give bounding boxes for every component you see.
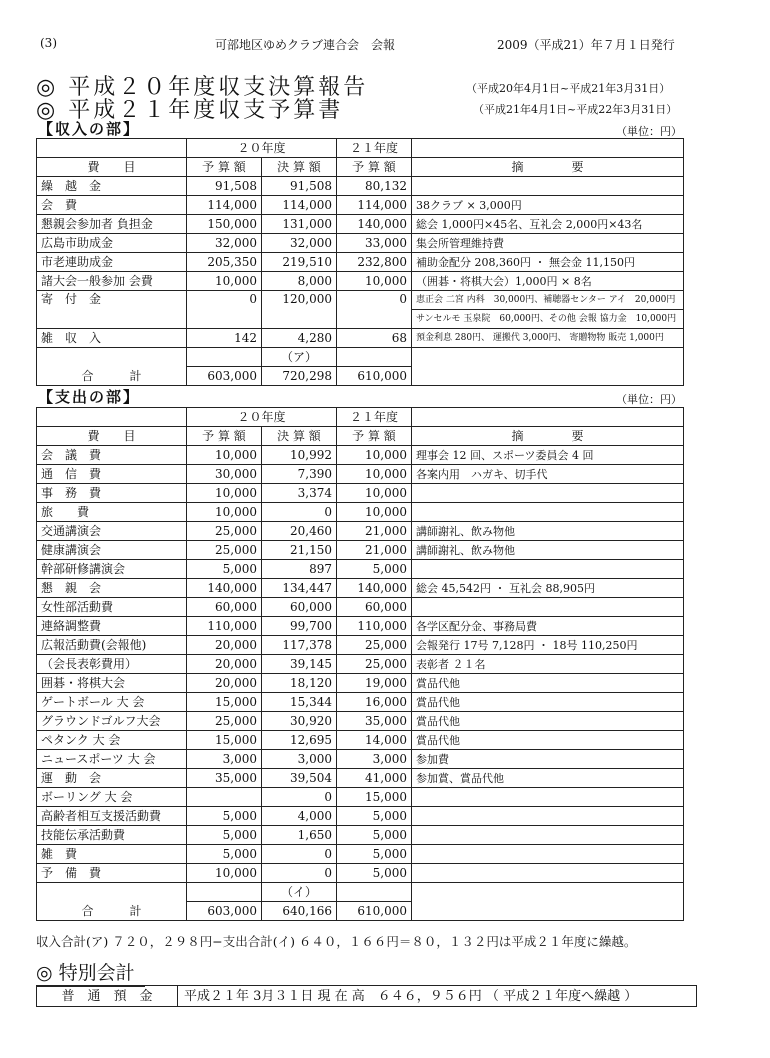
note-cell: 恵正会 二宮 内科 30,000円、補聴器センター アイ 20,000円 — [412, 291, 684, 310]
budget20-cell: 110,000 — [187, 617, 262, 636]
income-item-header: 費 目 — [37, 158, 187, 177]
expense-year20-header: ２０年度 — [187, 408, 337, 427]
note-cell: 参加賞、賞品代他 — [412, 769, 684, 788]
actual20-cell: 10,992 — [262, 446, 337, 465]
income-actual-header: 決 算 額 — [262, 158, 337, 177]
budget20-cell: 35,000 — [187, 769, 262, 788]
budget21-cell: 5,000 — [337, 560, 412, 579]
budget20-cell: 10,000 — [187, 484, 262, 503]
note-cell: 賞品代他 — [412, 712, 684, 731]
budget20-cell — [187, 883, 262, 902]
budget20-cell: 5,000 — [187, 826, 262, 845]
item-cell: 交通講演会 — [37, 522, 187, 541]
item-cell: 高齢者相互支援活動費 — [37, 807, 187, 826]
donation-row — [37, 291, 684, 310]
organization-name: 可部地区ゆめクラブ連合会 会報 — [215, 38, 396, 52]
budget21-cell — [337, 883, 412, 902]
expense-year21-header: ２１年度 — [337, 408, 412, 427]
table-row — [37, 503, 684, 522]
table-row — [37, 655, 684, 674]
budget21-cell: 41,000 — [337, 769, 412, 788]
income-total-mark-row — [37, 348, 684, 367]
note-cell: 総会 45,542円 ・ 互礼会 88,905円 — [412, 579, 684, 598]
budget21-cell: 3,000 — [337, 750, 412, 769]
savings-balance: 平成２１年 3月３１日 現 在 高 ６４６，９５６円 （ 平成２１年度へ繰越 ） — [178, 986, 697, 1007]
expense-header-row-2 — [37, 427, 684, 446]
note-cell: 補助金配分 208,360円 ・ 無会金 11,150円 — [412, 253, 684, 272]
budget21-cell: 21,000 — [337, 541, 412, 560]
misc-income-row — [37, 329, 684, 348]
budget20-cell: 114,000 — [187, 196, 262, 215]
note-cell: 各案内用 ハガキ、切手代 — [412, 465, 684, 484]
budget20-cell: 142 — [187, 329, 262, 348]
special-account-row — [37, 986, 697, 1007]
actual20-cell: 32,000 — [262, 234, 337, 253]
budget21-cell: 140,000 — [337, 215, 412, 234]
expense-item-header: 費 目 — [37, 427, 187, 446]
budget20-cell: 30,000 — [187, 465, 262, 484]
item-cell: 会 費 — [37, 196, 187, 215]
income-budget21-header: 予 算 額 — [337, 158, 412, 177]
item-cell: 懇 親 会 — [37, 579, 187, 598]
note-cell: 38クラブ × 3,000円 — [412, 196, 684, 215]
table-row — [37, 826, 684, 845]
budget20-cell: 32,000 — [187, 234, 262, 253]
actual20-cell: 0 — [262, 503, 337, 522]
actual20-cell: 20,460 — [262, 522, 337, 541]
note-cell — [412, 788, 684, 807]
table-row — [37, 674, 684, 693]
actual20-cell: 12,695 — [262, 731, 337, 750]
actual20-cell: 4,000 — [262, 807, 337, 826]
budget20-cell — [187, 348, 262, 367]
item-cell: ニュースポーツ 大 会 — [37, 750, 187, 769]
budget20-cell: 5,000 — [187, 560, 262, 579]
title-settlement: ◎ 平成２０年度収支決算報告 — [36, 75, 369, 100]
table-row — [37, 788, 684, 807]
budget21-cell: 5,000 — [337, 845, 412, 864]
item-cell: 旅 費 — [37, 503, 187, 522]
savings-label: 普 通 預 金 — [37, 986, 178, 1007]
title-budget: ◎ 平成２１年度収支予算書 — [36, 98, 344, 123]
budget21-cell: 5,000 — [337, 826, 412, 845]
item-cell: ボーリング 大 会 — [37, 788, 187, 807]
item-cell: グラウンドゴルフ大会 — [37, 712, 187, 731]
budget20-cell: 140,000 — [187, 579, 262, 598]
balance-summary: 収入合計(ア) ７２０，２９８円−支出合計(イ) ６４０，１６６円＝８０，１３２円は平成２１年度に繰越。 — [36, 934, 637, 949]
actual20-cell: 0 — [262, 864, 337, 883]
note-cell — [412, 845, 684, 864]
item-cell: 事 務 費 — [37, 484, 187, 503]
special-account-table — [36, 985, 697, 1007]
budget20-cell: 25,000 — [187, 541, 262, 560]
actual20-cell: 18,120 — [262, 674, 337, 693]
note-cell: 賞品代他 — [412, 731, 684, 750]
note-cell — [412, 348, 684, 386]
budget20-cell: 60,000 — [187, 598, 262, 617]
budget20-cell: 5,000 — [187, 807, 262, 826]
actual20-cell: 30,920 — [262, 712, 337, 731]
budget20-cell: 5,000 — [187, 845, 262, 864]
item-cell: 諸大会一般参加 会費 — [37, 272, 187, 291]
table-row — [37, 177, 684, 196]
item-cell: 合 計 — [37, 883, 187, 921]
item-cell: 運 動 会 — [37, 769, 187, 788]
item-cell: ゲートボール 大 会 — [37, 693, 187, 712]
note-cell: 表彰者 ２１名 — [412, 655, 684, 674]
budget21-cell: 25,000 — [337, 655, 412, 674]
table-row — [37, 845, 684, 864]
budget20-cell: 10,000 — [187, 446, 262, 465]
actual20-cell: 0 — [262, 845, 337, 864]
budget21-cell: 114,000 — [337, 196, 412, 215]
budget21-cell: 10,000 — [337, 503, 412, 522]
item-cell: ペタンク 大 会 — [37, 731, 187, 750]
total-mark-a: （ア） — [262, 348, 337, 367]
table-row — [37, 253, 684, 272]
table-row — [37, 541, 684, 560]
table-row — [37, 484, 684, 503]
budget21-cell: 232,800 — [337, 253, 412, 272]
total-budget21: 610,000 — [337, 367, 412, 386]
budget20-cell: 150,000 — [187, 215, 262, 234]
actual20-cell: 3,000 — [262, 750, 337, 769]
table-row — [37, 215, 684, 234]
actual20-cell: 91,508 — [262, 177, 337, 196]
budget21-cell: 10,000 — [337, 272, 412, 291]
budget20-cell: 20,000 — [187, 674, 262, 693]
table-row — [37, 598, 684, 617]
income-section-label: 【収入の部】 — [38, 120, 141, 138]
total-budget20: 603,000 — [187, 367, 262, 386]
note-cell — [412, 177, 684, 196]
actual20-cell: 219,510 — [262, 253, 337, 272]
note-cell — [412, 598, 684, 617]
actual20-cell: 134,447 — [262, 579, 337, 598]
item-cell: 市老連助成金 — [37, 253, 187, 272]
budget21-cell: 68 — [337, 329, 412, 348]
item-cell: 合 計 — [37, 348, 187, 386]
budget21-cell: 35,000 — [337, 712, 412, 731]
actual20-cell: 39,504 — [262, 769, 337, 788]
budget20-cell: 205,350 — [187, 253, 262, 272]
table-row — [37, 807, 684, 826]
note-cell: 賞品代他 — [412, 693, 684, 712]
budget20-cell: 25,000 — [187, 712, 262, 731]
item-cell: 懇親会参加者 負担金 — [37, 215, 187, 234]
income-header-row-1 — [37, 139, 684, 158]
expense-total-mark-row — [37, 883, 684, 902]
budget21-cell: 5,000 — [337, 807, 412, 826]
table-row — [37, 636, 684, 655]
expense-budget-header: 予 算 額 — [187, 427, 262, 446]
item-cell: （会長表彰費用） — [37, 655, 187, 674]
actual20-cell: 120,000 — [262, 291, 337, 329]
item-cell: 健康講演会 — [37, 541, 187, 560]
special-account-title: ◎ 特別会計 — [36, 958, 135, 985]
actual20-cell: 117,378 — [262, 636, 337, 655]
expense-actual-header: 決 算 額 — [262, 427, 337, 446]
note-cell: 会報発行 17号 7,128円 ・ 18号 110,250円 — [412, 636, 684, 655]
note-cell — [412, 826, 684, 845]
table-row — [37, 560, 684, 579]
income-header-row-2 — [37, 158, 684, 177]
budget21-cell — [337, 348, 412, 367]
budget20-cell: 15,000 — [187, 731, 262, 750]
note-cell — [412, 503, 684, 522]
budget21-cell: 10,000 — [337, 465, 412, 484]
budget21-cell: 25,000 — [337, 636, 412, 655]
budget21-cell: 21,000 — [337, 522, 412, 541]
budget20-cell: 10,000 — [187, 503, 262, 522]
note-cell: 預金利息 280円、 運搬代 3,000円、 寄贈物物 販売 1,000円 — [412, 329, 684, 348]
expense-section-label: 【支出の部】 — [38, 388, 141, 406]
period-budget: （平成21年4月1日~平成22年3月31日） — [473, 103, 678, 116]
table-row — [37, 864, 684, 883]
budget20-cell: 3,000 — [187, 750, 262, 769]
expense-unit: （単位：円） — [616, 393, 682, 406]
budget21-cell: 110,000 — [337, 617, 412, 636]
budget20-cell: 10,000 — [187, 864, 262, 883]
expense-header-row-1 — [37, 408, 684, 427]
total-budget20: 603,000 — [187, 902, 262, 921]
budget21-cell: 19,000 — [337, 674, 412, 693]
note-cell: 参加費 — [412, 750, 684, 769]
table-row — [37, 750, 684, 769]
note-cell — [412, 807, 684, 826]
note-cell: 各学区配分金、事務局費 — [412, 617, 684, 636]
note-cell: 集会所管理維持費 — [412, 234, 684, 253]
note-cell — [412, 864, 684, 883]
actual20-cell: 39,145 — [262, 655, 337, 674]
item-cell: 技能伝承活動費 — [37, 826, 187, 845]
item-cell: 囲碁・将棋大会 — [37, 674, 187, 693]
budget21-cell: 60,000 — [337, 598, 412, 617]
actual20-cell: 114,000 — [262, 196, 337, 215]
actual20-cell: 131,000 — [262, 215, 337, 234]
item-cell: 会 議 費 — [37, 446, 187, 465]
note-cell — [412, 484, 684, 503]
actual20-cell: 3,374 — [262, 484, 337, 503]
note-cell: 講師謝礼、飲み物他 — [412, 541, 684, 560]
actual20-cell: 21,150 — [262, 541, 337, 560]
budget20-cell: 25,000 — [187, 522, 262, 541]
note-cell — [412, 560, 684, 579]
budget21-cell: 14,000 — [337, 731, 412, 750]
table-row — [37, 465, 684, 484]
note-cell: 講師謝礼、飲み物他 — [412, 522, 684, 541]
page-number: (3) — [40, 36, 57, 50]
table-row — [37, 196, 684, 215]
income-year20-header: ２０年度 — [187, 139, 337, 158]
item-cell: 女性部活動費 — [37, 598, 187, 617]
total-budget21: 610,000 — [337, 902, 412, 921]
table-row — [37, 617, 684, 636]
actual20-cell: 8,000 — [262, 272, 337, 291]
issue-date: 2009（平成21）年７月１日発行 — [497, 38, 675, 52]
table-row — [37, 731, 684, 750]
budget21-cell: 10,000 — [337, 446, 412, 465]
budget20-cell — [187, 788, 262, 807]
item-cell: 広島市助成金 — [37, 234, 187, 253]
budget20-cell: 91,508 — [187, 177, 262, 196]
note-cell: 賞品代他 — [412, 674, 684, 693]
expense-budget21-header: 予 算 額 — [337, 427, 412, 446]
item-cell: 予 備 費 — [37, 864, 187, 883]
note-cell: サンセルモ 玉泉院 60,000円、その他 会報 協力金 10,000円 — [412, 310, 684, 329]
note-cell — [412, 883, 684, 921]
budget21-cell: 140,000 — [337, 579, 412, 598]
item-cell: 幹部研修講演会 — [37, 560, 187, 579]
item-cell: 繰 越 金 — [37, 177, 187, 196]
actual20-cell: 897 — [262, 560, 337, 579]
table-row — [37, 272, 684, 291]
actual20-cell: 1,650 — [262, 826, 337, 845]
item-cell: 連絡調整費 — [37, 617, 187, 636]
table-row — [37, 446, 684, 465]
actual20-cell: 60,000 — [262, 598, 337, 617]
item-cell: 寄 付 金 — [37, 291, 187, 329]
total-actual20: 720,298 — [262, 367, 337, 386]
item-cell: 雑 収 入 — [37, 329, 187, 348]
actual20-cell: 4,280 — [262, 329, 337, 348]
income-year21-header: ２１年度 — [337, 139, 412, 158]
budget21-cell: 16,000 — [337, 693, 412, 712]
item-cell: 通 信 費 — [37, 465, 187, 484]
period-settlement: （平成20年4月1日~平成21年3月31日） — [466, 82, 671, 95]
table-row — [37, 712, 684, 731]
budget20-cell: 15,000 — [187, 693, 262, 712]
budget20-cell: 20,000 — [187, 636, 262, 655]
actual20-cell: 7,390 — [262, 465, 337, 484]
item-cell: 広報活動費(会報他) — [37, 636, 187, 655]
income-unit: （単位：円） — [616, 125, 682, 138]
budget21-cell: 15,000 — [337, 788, 412, 807]
budget20-cell: 20,000 — [187, 655, 262, 674]
budget21-cell: 5,000 — [337, 864, 412, 883]
note-cell: 総会 1,000円×45名、互礼会 2,000円×43名 — [412, 215, 684, 234]
expense-table — [36, 407, 684, 921]
budget21-cell: 0 — [337, 291, 412, 329]
budget21-cell: 10,000 — [337, 484, 412, 503]
note-cell: （囲碁・将棋大会）1,000円 × 8名 — [412, 272, 684, 291]
budget20-cell: 10,000 — [187, 272, 262, 291]
budget20-cell: 0 — [187, 291, 262, 329]
note-cell: 理事会 12 回、スポーツ委員会 4 回 — [412, 446, 684, 465]
table-row — [37, 522, 684, 541]
table-row — [37, 769, 684, 788]
table-row — [37, 693, 684, 712]
actual20-cell: 0 — [262, 788, 337, 807]
total-actual20: 640,166 — [262, 902, 337, 921]
income-budget-header: 予 算 額 — [187, 158, 262, 177]
income-table — [36, 138, 684, 386]
table-row — [37, 234, 684, 253]
item-cell: 雑 費 — [37, 845, 187, 864]
expense-note-header: 摘 要 — [412, 427, 684, 446]
table-row — [37, 579, 684, 598]
total-mark-i: （イ） — [262, 883, 337, 902]
income-note-header: 摘 要 — [412, 158, 684, 177]
actual20-cell: 15,344 — [262, 693, 337, 712]
budget21-cell: 33,000 — [337, 234, 412, 253]
actual20-cell: 99,700 — [262, 617, 337, 636]
budget21-cell: 80,132 — [337, 177, 412, 196]
